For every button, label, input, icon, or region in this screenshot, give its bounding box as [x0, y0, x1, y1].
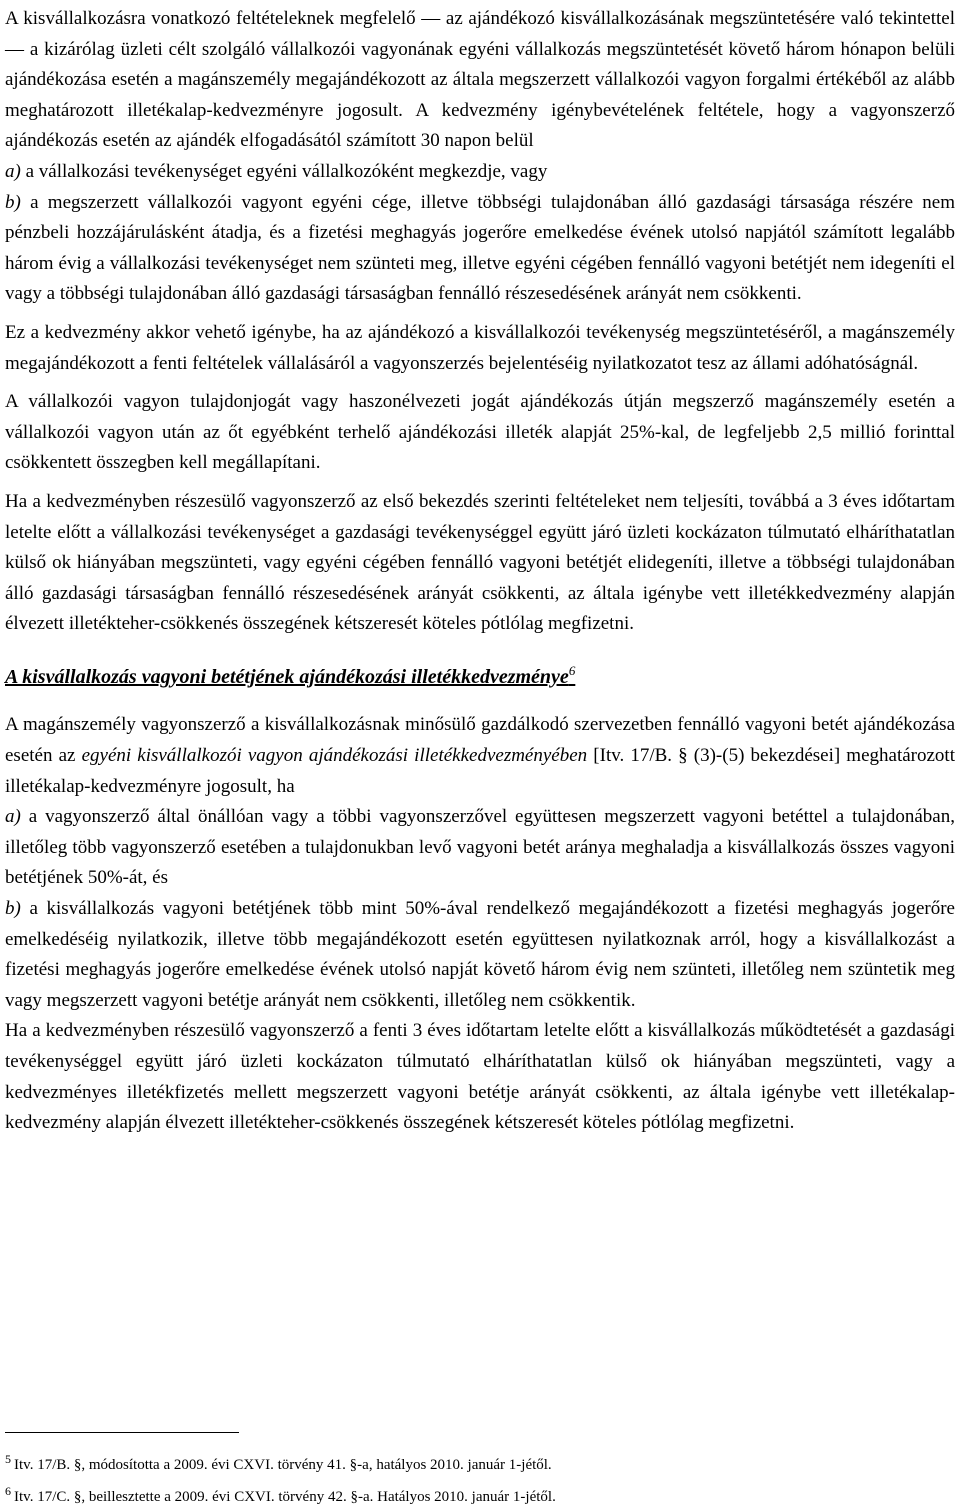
section-closing: Ha a kedvezményben részesülő vagyonszerző a fenti 3 éves időtartam letelte előtt a kisvállalkozás működtetését a gazdasági tevékenységgel együtt járó üzleti kockázaton túlmutató elháríthatatlan külső ok hiányában megszünteti, vagy a kedvezményes illetékfizetés mellett megszerzett vagyoni betétje arányát csökkenti, az általa igénybe vett illetékalap-kedvezmény alapján élvezett illetékteher-csökkenés összegének kétszeresét köteles pótlólag megfizetni.	[5, 1020, 955, 1134]
footnote-number: 5	[5, 1452, 11, 1466]
footnote-text: Itv. 17/C. §, beillesztette a 2009. évi CXVI. törvény 42. §-a. Hatályos 2010. január 1-jétől.	[14, 1489, 556, 1505]
list-item-a-text: a vállalkozási tevékenységet egyéni vállalkozóként megkezdje, vagy	[20, 160, 548, 182]
list-item-a-prefix: a)	[5, 160, 21, 182]
section-item-b-text: a kisvállalkozás vagyoni betétjének több mint 50%-ával rendelkező megajándékozott a fizetési meghagyás jogerőre emelkedéséig nyilatkozik, illetve több megajándékozott esetén együttesen nyilatkoznak arról, hogy a kisvállalkozást a fizetési meghagyás jogerőre emelkedése évének utolsó napját követő három évig nem szünteti, illetőleg nem szüntetik meg vagy megszerzett vagyoni betétje arányát nem csökkenti, illetőleg nem csökkentik.	[5, 898, 955, 1011]
paragraph-4: Ha a kedvezményben részesülő vagyonszerző az első bekezdés szerinti feltételeket nem teljesíti, továbbá a 3 éves időtartam letelte előtt a vállalkozási tevékenységet a gazdasági tevékenységgel együtt járó üzleti kockázaton túlmutató elháríthatatlan külső ok hiányában megszünteti, vagy egyéni cégében fennálló vagyoni betétjét elidegeníti, illetve a többségi tulajdonában álló gazdasági társaságban fennálló részesedésének arányát csökkenti, az általa igénybe vett illetékkedvezmény alapján élvezett illetékteher-csökkenés összegének kétszeresét köteles pótlólag megfizetni.	[5, 490, 955, 635]
section-intro-start: A magánszemély vagyonszerző a kisvállalkozásnak minősülő gazdálkodó szervezetben fennálló vagyoni betét ajándékozása esetén az	[5, 714, 955, 767]
list-item-b-text: a megszerzett vállalkozói vagyont egyéni cége, illetve többségi tulajdonában álló gazdasági társasága részére nem pénzbeli hozzájárulásként átadja, és a fizetési meghagyás jogerőre emelkedése évének utolsó napjától számított legalább három évig a vállalkozási tevékenységet nem szünteti meg, illetve egyéni cégében fennálló vagyoni betétjét nem idegeníti el vagy a többségi tulajdonában álló gazdasági társaságban fennálló részesedésének arányát nem csökkenti.	[5, 191, 955, 305]
section-intro	[5, 710, 955, 802]
footnote-text: Itv. 17/B. §, módosította a 2009. évi CXVI. törvény 41. §-a, hatályos 2010. január 1-jétől.	[14, 1457, 552, 1473]
section-item-a-text: a vagyonszerző által önállóan vagy a többi vagyonszerzővel együttesen megszerzett vagyoni betéttel a tulajdonában, illetőleg több vagyonszerző esetében a tulajdonukban levő vagyoni betét aránya meghaladja a kisvállalkozás összes vagyoni betétjének 50%-át, és	[5, 806, 955, 889]
paragraph-2: Ez a kedvezmény akkor vehető igénybe, ha az ajándékozó a kisvállalkozói tevékenység megszüntetéséről, a magánszemély megajándékozott a fenti feltételek vállalásáról a vagyonszerzés bejelentéséig nyilatkozatot tesz az állami adóhatóságnál.	[5, 321, 955, 374]
list-item-b-prefix: b)	[5, 191, 21, 213]
footnotes	[5, 1446, 955, 1510]
section-heading	[5, 656, 955, 693]
section-item-b	[5, 894, 955, 1016]
section-item-b-prefix: b)	[5, 898, 21, 920]
heading-footnote-marker: 6	[568, 662, 576, 678]
footnote-separator	[5, 1432, 239, 1433]
list-item-b	[5, 188, 955, 310]
paragraph-1: A kisvállalkozásra vonatkozó feltételeknek megfelelő — az ajándékozó kisvállalkozásának megszüntetésére való tekintettel — a kizárólag üzleti célt szolgáló vállalkozói vagyonának egyéni vállalkozás megszüntetését követő három hónapon belüli ajándékozása esetén a magánszemély megajándékozott az általa megszerzett vállalkozói vagyon forgalmi értékéből az alább meghatározott illetékalap-kedvezményre jogosult. A kedvezmény igénybevételének feltétele, hogy a vagyonszerző ajándékozás esetén az ajándék elfogadásától számított 30 napon belül	[5, 8, 955, 152]
section-intro-italic: egyéni kisvállalkozói vagyon ajándékozási illetékkedvezményében	[81, 745, 588, 767]
list-item-a	[5, 157, 955, 188]
section-intro-end: [Itv. 17/B. § (3)-(5) bekezdései] meghatározott illetékalap-kedvezményre jogosult, ha	[5, 745, 955, 797]
paragraph-3: A vállalkozói vagyon tulajdonjogát vagy haszonélvezeti jogát ajándékozás útján megszerző magánszemély esetén a vállalkozói vagyon után az őt egyébként terhelő ajándékozási illeték alapját 25%-kal, de legfeljebb 2,5 millió forinttal csökkentett összegben kell megállapítani.	[5, 391, 955, 474]
footnote-5	[5, 1446, 955, 1478]
footnote-number: 6	[5, 1484, 11, 1498]
section-item-a-prefix: a)	[5, 806, 21, 828]
footnote-6	[5, 1478, 955, 1510]
section-heading-text: A kisvállalkozás vagyoni betétjének ajándékozási illetékkedvezménye	[5, 665, 569, 688]
section-item-a	[5, 802, 955, 894]
